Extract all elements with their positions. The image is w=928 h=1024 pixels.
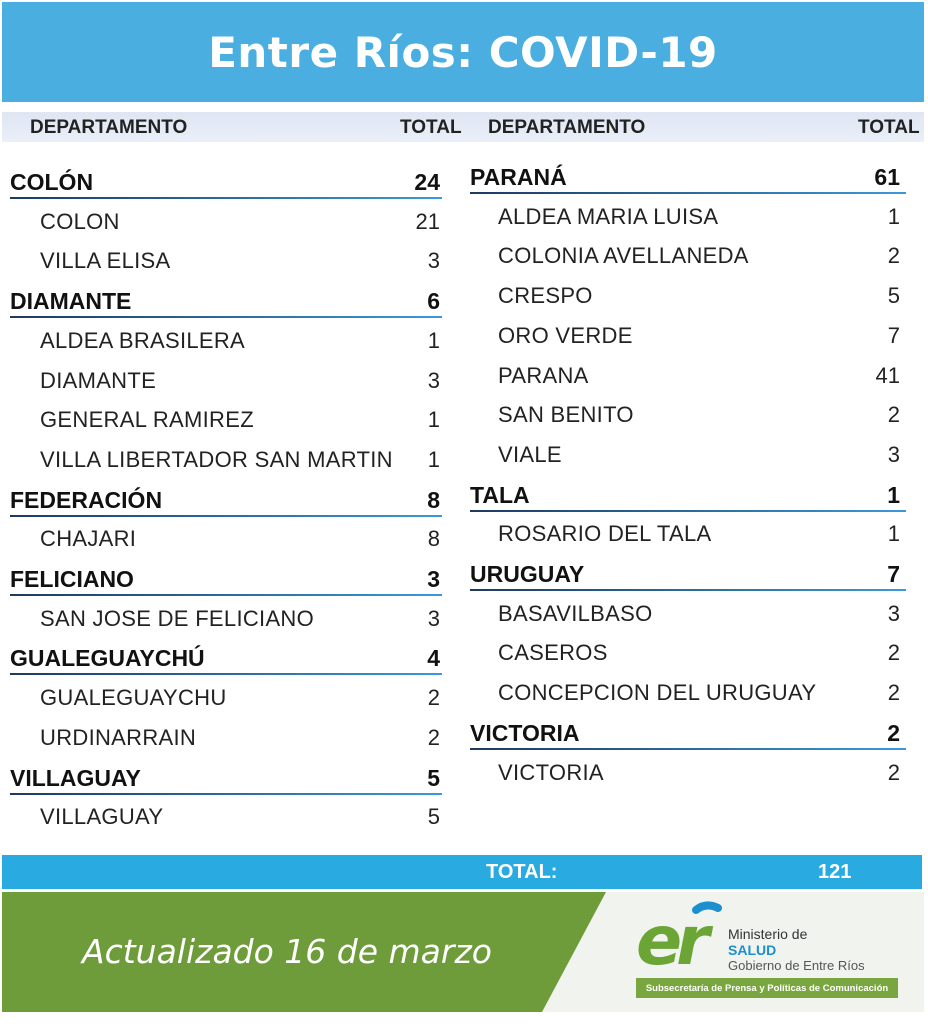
locality-total: 1 [887,203,900,229]
left-header-departamento: DEPARTAMENTO [30,117,188,138]
department-underline [10,793,442,795]
department-row [470,557,908,593]
right-header-total: TOTAL [858,117,920,138]
title-banner [2,2,924,102]
locality-row [10,800,445,836]
locality-total: 2 [427,685,440,711]
department-row [470,716,908,752]
department-total: 24 [414,169,440,195]
updated-date: Actualizado 16 de marzo [82,932,492,971]
total-label: TOTAL: [486,861,558,883]
locality-total: 2 [887,243,900,269]
locality-total: 3 [887,600,900,626]
locality-total: 1 [427,327,440,353]
department-underline [10,316,442,318]
department-row [470,478,908,514]
locality-name: CONCEPCION DEL URUGUAY [498,680,817,706]
locality-name: ORO VERDE [498,322,633,348]
locality-row [470,279,908,315]
locality-total: 3 [427,248,440,274]
locality-total: 2 [887,640,900,666]
locality-row [470,200,908,236]
locality-total: 7 [887,322,900,348]
department-name: VICTORIA [470,719,580,746]
department-row [10,761,445,797]
ministry-line-1: Ministerio de [728,926,808,942]
department-row [10,165,445,201]
locality-total: 2 [887,680,900,706]
department-underline [10,197,442,199]
locality-name: COLONIA AVELLANEDA [498,243,749,269]
locality-name: CRESPO [498,283,593,309]
locality-total: 1 [887,521,900,547]
locality-name: URDINARRAIN [40,724,197,750]
department-underline [10,673,442,675]
locality-total: 1 [427,446,440,472]
locality-name: GUALEGUAYCHU [40,685,227,711]
department-row [10,284,445,320]
department-row [10,562,445,598]
locality-total: 3 [427,605,440,631]
entre-rios-logo-icon [634,900,724,972]
svg-text:er: er [636,902,704,972]
locality-row [470,239,908,275]
locality-row [470,597,908,633]
locality-name: ALDEA BRASILERA [40,327,246,353]
department-total: 4 [427,645,440,672]
locality-row [470,359,908,395]
department-total: 61 [874,164,900,190]
locality-row [10,721,445,757]
department-name: URUGUAY [470,561,585,587]
locality-row [470,517,908,553]
locality-name: SAN BENITO [498,402,634,428]
department-underline [470,192,906,194]
locality-name: VICTORIA [498,759,604,785]
right-header-departamento: DEPARTAMENTO [488,117,646,138]
department-name: GUALEGUAYCHÚ [10,645,205,672]
locality-total: 8 [427,526,440,552]
locality-row [10,244,445,280]
locality-total: 2 [427,724,440,750]
locality-name: SAN JOSE DE FELICIANO [40,605,315,631]
locality-name: CHAJARI [40,526,137,552]
department-name: VILLAGUAY [10,764,141,791]
page-title: Entre Ríos: COVID-19 [208,27,718,77]
locality-name: GENERAL RAMIREZ [40,407,254,433]
locality-name: BASAVILBASO [498,600,653,626]
department-total: 1 [887,481,900,508]
locality-row [10,443,445,479]
department-total: 7 [887,561,900,587]
locality-row [10,681,445,717]
locality-total: 1 [427,407,440,433]
locality-total: 3 [427,367,440,393]
locality-name: VILLA LIBERTADOR SAN MARTIN [40,446,393,472]
locality-row [470,319,908,355]
locality-total: 41 [875,362,900,388]
locality-name: ROSARIO DEL TALA [498,521,712,547]
locality-name: VIALE [498,441,562,467]
department-name: FELICIANO [10,566,134,592]
locality-name: ALDEA MARIA LUISA [498,203,719,229]
ministry-line-2: SALUD [728,942,777,958]
locality-name: COLON [40,208,120,234]
locality-row [10,522,445,558]
locality-total: 5 [887,283,900,309]
locality-total: 2 [887,759,900,785]
department-underline [10,515,442,517]
locality-row [10,403,445,439]
department-name: DIAMANTE [10,288,132,315]
department-row [10,483,445,519]
ministry-line-3: Gobierno de Entre Ríos [728,958,865,973]
locality-row [470,398,908,434]
department-total: 2 [887,719,900,746]
locality-name: VILLAGUAY [40,804,164,830]
department-row [470,160,908,196]
locality-row [10,324,445,360]
locality-row [470,438,908,474]
department-total: 5 [427,764,440,791]
locality-row [470,636,908,672]
locality-name: PARANA [498,362,589,388]
subsecretaria-text: Subsecretaría de Prensa y Políticas de Comunicación [645,982,889,994]
locality-row [10,364,445,400]
locality-total: 21 [415,208,440,234]
locality-total: 5 [427,804,440,830]
department-underline [470,510,906,512]
locality-row [470,756,908,792]
department-total: 6 [427,288,440,315]
department-total: 8 [427,486,440,513]
department-name: COLÓN [10,169,94,195]
department-underline [470,589,906,591]
locality-row [10,602,445,638]
department-name: FEDERACIÓN [10,486,163,513]
total-value: 121 [818,861,852,883]
locality-total: 3 [887,441,900,467]
subsecretaria-strip [636,978,898,998]
department-name: PARANÁ [470,164,567,190]
locality-name: DIAMANTE [40,367,157,393]
department-name: TALA [470,481,530,508]
locality-row [470,676,908,712]
department-total: 3 [427,566,440,592]
total-bar [2,855,922,889]
department-underline [10,594,442,596]
department-row [10,641,445,677]
locality-total: 2 [887,402,900,428]
department-underline [470,748,906,750]
locality-name: VILLA ELISA [40,248,171,274]
left-header-total: TOTAL [400,117,462,138]
locality-name: CASEROS [498,640,608,666]
locality-row [10,205,445,241]
